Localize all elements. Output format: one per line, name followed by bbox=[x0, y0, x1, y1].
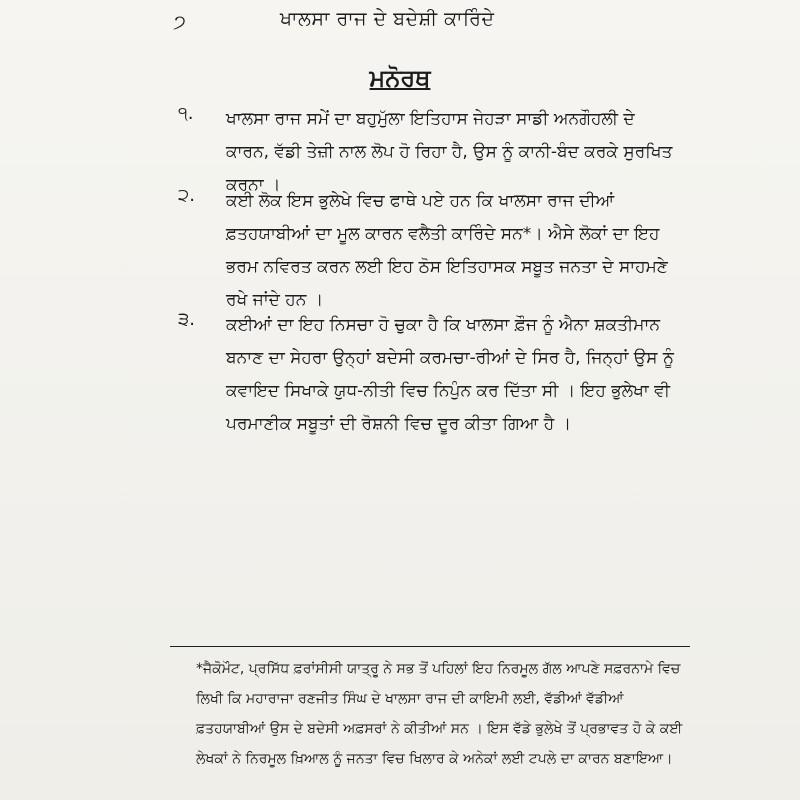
list-item bbox=[178, 185, 678, 317]
item-text: ਖਾਲਸਾ ਰਾਜ ਸਮੇਂ ਦਾ ਬਹੁਮੁੱਲਾ ਇਤਿਹਾਸ ਜੇਹੜਾ ਸਾਡੀ ਅਨਗੌਹਲੀ ਦੇ ਕਾਰਨ, ਵੱਡੀ ਤੇਜ਼ੀ ਨਾਲ ਲੋਪ ਹੋ ਰਿਹਾ ਹੈ, ਉਸ ਨੂੰ ਕਾਨੀ-ਬੰਦ ਕਰਕੇ ਸੁਰਖਿਤ ਕਰਨਾ । bbox=[226, 109, 673, 195]
item-number: ੧. bbox=[178, 103, 194, 124]
item-text: ਕਈਆਂ ਦਾ ਇਹ ਨਿਸਚਾ ਹੋ ਚੁਕਾ ਹੈ ਕਿ ਖਾਲਸਾ ਫ਼ੌਜ ਨੂੰ ਐਨਾ ਸ਼ਕਤੀਮਾਨ ਬਨਾਣ ਦਾ ਸੇਹਰਾ ਉਨ੍ਹਾਂ ਬਦੇਸੀ ਕਰਮਚਾ-ਰੀਆਂ ਦੇ ਸਿਰ ਹੈ, ਜਿਨ੍ਹਾਂ ਉਸ ਨੂੰ ਕਵਾਇਦ ਸਿਖਾਕੇ ਯੁਧ-ਨੀਤੀ ਵਿਚ ਨਿਪੁੰਨ ਕਰ ਦਿੱਤਾ ਸੀ । ਇਹ ਭੁਲੇਖਾ ਵੀ ਪਰਮਾਣੀਕ ਸਬੂਤਾਂ ਦੀ ਰੋਸ਼ਨੀ ਵਿਚ ਦੂਰ ਕੀਤਾ ਗਿਆ ਹੈ । bbox=[226, 315, 674, 434]
item-number: ੩. bbox=[178, 309, 195, 330]
section-title: ਮਨੋਰਥ bbox=[369, 64, 431, 92]
item-number: ੨. bbox=[178, 185, 195, 206]
item-text: ਕਈ ਲੋਕ ਇਸ ਭੁਲੇਖੇ ਵਿਚ ਫਾਥੇ ਪਏ ਹਨ ਕਿ ਖਾਲਸਾ ਰਾਜ ਦੀਆਂ ਫ਼ਤਹਯਾਬੀਆਂ ਦਾ ਮੂਲ ਕਾਰਨ ਵਲੈਤੀ ਕਾਰਿੰਦੇ ਸਨ*। ਐਸੇ ਲੋਕਾਂ ਦਾ ਇਹ ਭਰਮ ਨਵਿਰਤ ਕਰਨ ਲਈ ਇਹ ਠੋਸ ਇਤਿਹਾਸਕ ਸਬੂਤ ਜਨਤਾ ਦੇ ਸਾਹਮਣੇ ਰਖੇ ਜਾਂਦੇ ਹਨ । bbox=[226, 191, 668, 310]
running-title: ਖਾਲਸਾ ਰਾਜ ਦੇ ਬਦੇਸ਼ੀ ਕਾਰਿੰਦੇ bbox=[280, 8, 495, 30]
footnote bbox=[168, 654, 696, 774]
page-number: ੭ bbox=[173, 10, 186, 34]
footnote-divider bbox=[170, 646, 690, 647]
footnote-text: *ਜੈਕੋਮੌਟ, ਪ੍ਰਸਿੱਧ ਫ਼ਰਾਂਸੀਸੀ ਯਾਤ੍ਰੂ ਨੇ ਸਭ ਤੋਂ ਪਹਿਲਾਂ ਇਹ ਨਿਰਮੂਲ ਗੱਲ ਆਪਣੇ ਸਫ਼ਰਨਾਮੇ ਵਿਚ ਲਿਖੀ ਕਿ ਮਹਾਰਾਜਾ ਰਣਜੀਤ ਸਿੰਘ ਦੇ ਖਾਲਸਾ ਰਾਜ ਦੀ ਕਾਇਮੀ ਲਈ, ਵੱਡੀਆਂ ਵੱਡੀਆਂ ਫ਼ਤਹਯਾਬੀਆਂ ਉਸ ਦੇ ਬਦੇਸੀ ਅਫ਼ਸਰਾਂ ਨੇ ਕੀਤੀਆਂ ਸਨ । ਇਸ ਵੱਡੇ ਭੁਲੇਖੇ ਤੋਂ ਪ੍ਰਭਾਵਤ ਹੋ ਕੇ ਕਈ ਲੇਖਕਾਂ ਨੇ ਨਿਰਮੂਲ ਖ਼ਿਆਲ ਨੂੰ ਜਨਤਾ ਵਿਚ ਖਿਲਾਰ ਕੇ ਅਨੇਕਾਂ ਲਈ ਟਪਲੇ ਦਾ ਕਾਰਨ ਬਣਾਇਆ। bbox=[196, 661, 683, 767]
list-item bbox=[178, 309, 678, 441]
